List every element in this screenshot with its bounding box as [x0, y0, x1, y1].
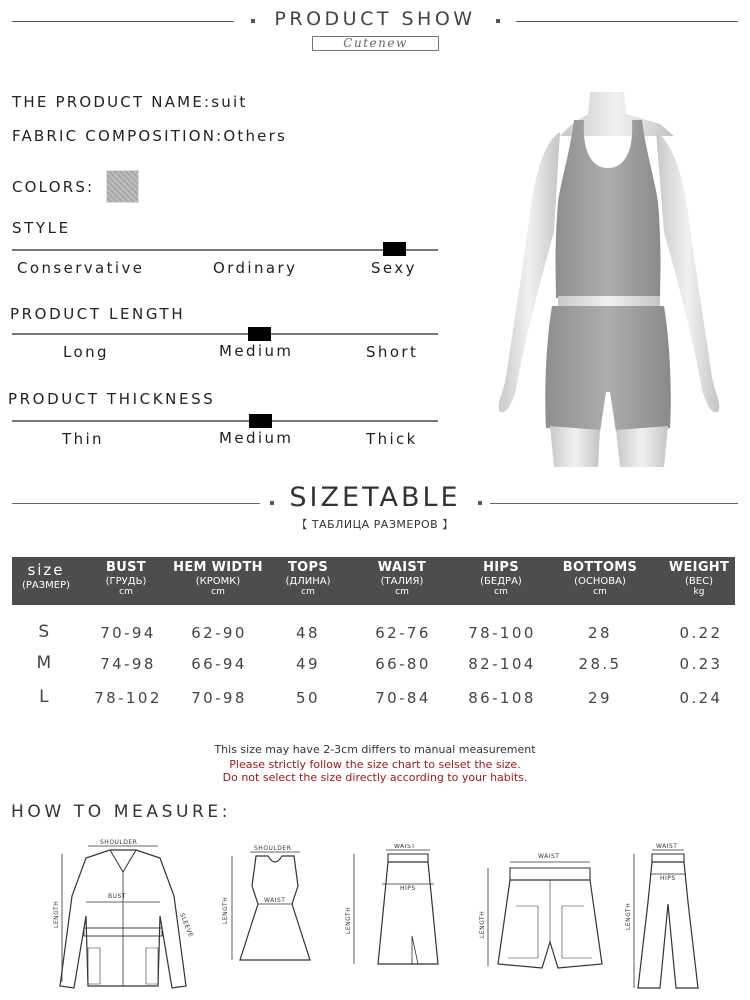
cell-weight: 0.23	[679, 655, 723, 673]
page-title: PRODUCT SHOW	[274, 8, 476, 30]
cell-size: L	[39, 687, 51, 707]
label-length: LENGTH	[222, 896, 229, 924]
col-weight-unit: kg	[693, 587, 705, 597]
style-option-conservative: Conservative	[17, 259, 145, 277]
col-hips-name: HIPS	[483, 560, 519, 575]
sizetable-title: SIZETABLE	[289, 482, 461, 513]
colors-label: COLORS:	[12, 178, 95, 196]
shorts-measure-diagram	[478, 846, 618, 976]
col-bust	[86, 557, 166, 605]
thickness-title: PRODUCT THICKNESS	[8, 390, 216, 408]
how-to-measure-title: HOW TO MEASURE:	[11, 802, 232, 822]
col-tops-name: TOPS	[287, 560, 328, 575]
color-swatch-gray[interactable]	[106, 170, 139, 203]
col-hem-width	[172, 557, 264, 605]
col-hips-ru: (БЕДРА)	[480, 576, 522, 587]
style-marker	[383, 242, 406, 256]
warning-note-1: Please strictly follow the size chart to selset the size.	[229, 758, 521, 771]
col-bottoms-ru: (ОСНОВА)	[574, 576, 626, 587]
label-length: LENGTH	[625, 902, 632, 930]
measurement-note: This size may have 2-3cm differs to manual measurement	[214, 743, 536, 756]
length-option-short: Short	[366, 343, 419, 361]
style-scale-line	[12, 249, 438, 251]
dress-measure-diagram	[212, 840, 322, 970]
col-waist-name: WAIST	[377, 560, 427, 575]
thickness-option-thin: Thin	[62, 430, 104, 448]
cell-hem-width: 70-98	[191, 689, 247, 707]
brand-subtitle: Cutenew	[312, 36, 439, 51]
col-bust-ru: (ГРУДЬ)	[105, 576, 147, 587]
cell-hem-width: 62-90	[191, 624, 247, 642]
label-shoulder: SHOULDER	[254, 845, 292, 852]
cell-hips: 78-100	[468, 624, 536, 642]
cell-bottoms: 29	[588, 689, 612, 707]
col-waist-unit: cm	[395, 587, 409, 597]
cell-tops: 49	[296, 655, 320, 673]
col-hem-width-unit: cm	[211, 587, 225, 597]
cell-weight: 0.22	[679, 624, 723, 642]
cell-tops: 48	[296, 624, 320, 642]
cell-hips: 86-108	[468, 689, 536, 707]
col-tops-unit: cm	[301, 587, 315, 597]
col-bottoms-name: BOTTOMS	[562, 560, 638, 575]
col-waist-ru: (ТАЛИЯ)	[380, 576, 424, 587]
cell-bottoms: 28	[588, 624, 612, 642]
label-waist: WAIST	[394, 844, 416, 850]
header-dot-right	[496, 19, 500, 23]
col-weight	[662, 557, 736, 605]
cell-bust: 74-98	[100, 655, 156, 673]
style-option-ordinary: Ordinary	[213, 259, 298, 277]
style-option-sexy: Sexy	[371, 259, 417, 277]
cell-waist: 66-80	[375, 655, 431, 673]
cell-bottoms: 28.5	[578, 655, 622, 673]
thickness-scale-line	[12, 420, 438, 422]
cell-size: M	[36, 653, 54, 673]
col-bottoms	[554, 557, 646, 605]
length-option-medium: Medium	[219, 342, 294, 360]
col-hem-width-ru: (КРОМК)	[195, 576, 241, 587]
label-length: LENGTH	[345, 906, 352, 934]
label-length: LENGTH	[53, 900, 60, 928]
label-sleeve: SLEEVE	[178, 912, 195, 939]
style-title: STYLE	[12, 219, 71, 237]
cell-size: S	[38, 622, 52, 642]
product-mannequin-image	[478, 92, 738, 467]
jacket-measure-diagram	[48, 836, 198, 996]
length-title: PRODUCT LENGTH	[10, 305, 186, 323]
col-bust-unit: cm	[119, 587, 133, 597]
skirt-measure-diagram	[342, 844, 452, 974]
col-hips-unit: cm	[494, 587, 508, 597]
col-size-name: size	[27, 561, 65, 579]
length-option-long: Long	[63, 343, 109, 361]
cell-waist: 70-84	[375, 689, 431, 707]
cell-tops: 50	[296, 689, 320, 707]
sizetable-dot-right	[478, 501, 482, 505]
length-scale-line	[12, 333, 438, 335]
pants-measure-diagram	[622, 842, 712, 992]
label-waist: WAIST	[538, 853, 560, 860]
thickness-option-thick: Thick	[366, 430, 418, 448]
label-shoulder: SHOULDER	[100, 839, 138, 846]
col-waist	[360, 557, 444, 605]
label-length: LENGTH	[479, 910, 486, 938]
label-bust: BUST	[108, 893, 126, 900]
cell-hem-width: 66-94	[191, 655, 247, 673]
col-hem-width-name: HEM WIDTH	[173, 560, 263, 575]
col-bottoms-unit: cm	[593, 587, 607, 597]
cell-bust: 70-94	[100, 624, 156, 642]
size-table-header	[12, 557, 735, 605]
product-name: THE PRODUCT NAME:suit	[12, 93, 248, 111]
col-bust-name: BUST	[106, 560, 146, 575]
col-weight-name: WEIGHT	[668, 560, 730, 575]
label-waist: WAIST	[656, 843, 678, 850]
col-size-ru: (РАЗМЕР)	[21, 580, 71, 591]
col-hips	[458, 557, 544, 605]
col-tops-ru: (ДЛИНА)	[285, 576, 331, 587]
length-marker	[248, 327, 271, 341]
cell-weight: 0.24	[679, 689, 723, 707]
thickness-option-medium: Medium	[219, 429, 294, 447]
col-tops	[270, 557, 346, 605]
fabric-composition: FABRIC COMPOSITION:Others	[12, 127, 287, 145]
label-hips: HIPS	[660, 875, 676, 882]
col-weight-ru: (ВЕС)	[685, 576, 713, 587]
cell-waist: 62-76	[375, 624, 431, 642]
cell-hips: 82-104	[468, 655, 536, 673]
sizetable-rule-right	[490, 503, 738, 504]
header-rule-right	[516, 21, 738, 22]
label-hips: HIPS	[400, 885, 416, 892]
cell-bust: 78-102	[94, 689, 162, 707]
sizetable-subtitle: 【 ТАБЛИЦА РАЗМЕРОВ 】	[296, 518, 454, 531]
warning-note-2: Do not select the size directly according to your habits.	[222, 771, 528, 784]
col-size	[12, 557, 80, 605]
label-waist: WAIST	[264, 897, 286, 904]
thickness-marker	[249, 414, 272, 428]
